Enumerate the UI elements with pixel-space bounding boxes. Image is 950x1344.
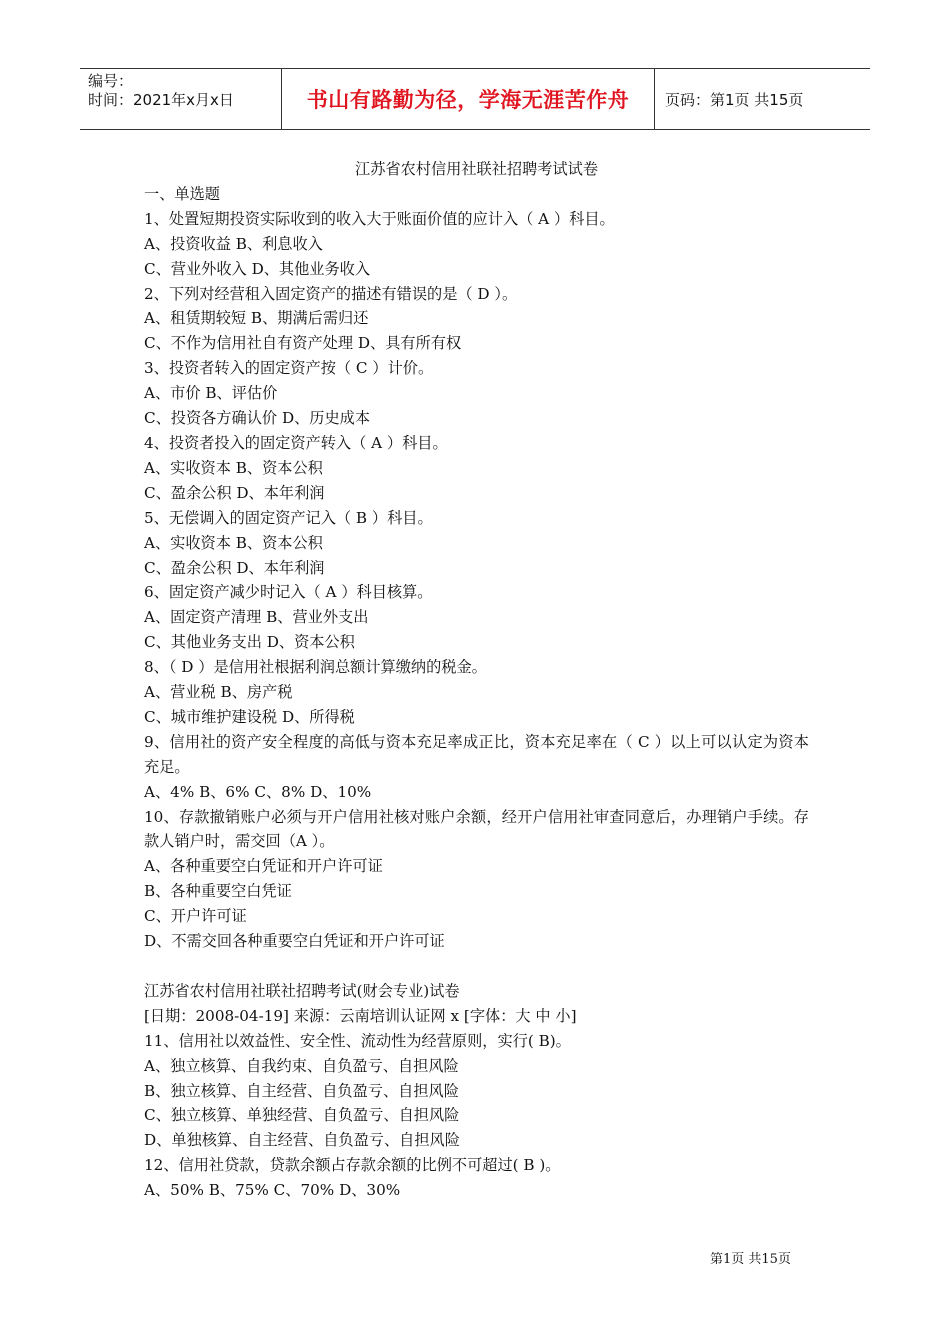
- document-line: A、50% B、75% C、70% D、30%: [144, 1181, 401, 1200]
- document-line: C、其他业务支出 D、资本公积: [144, 633, 355, 652]
- document-line: 6、固定资产减少时记入（ A ）科目核算。: [144, 583, 433, 602]
- document-line: C、营业外收入 D、其他业务收入: [144, 259, 371, 278]
- document-line: A、租赁期较短 B、期满后需归还: [144, 309, 369, 328]
- document-line: A、市价 B、评估价: [144, 384, 278, 403]
- document-line: A、实收资本 B、资本公积: [144, 533, 323, 552]
- document-line: C、开户许可证: [144, 907, 247, 926]
- page-footer: 第1页 共15页: [710, 1252, 791, 1267]
- header-page-number: 页码：第1页 共15页: [665, 90, 804, 109]
- document-line: A、固定资产清理 B、营业外支出: [144, 608, 369, 627]
- blank-line: [144, 954, 809, 979]
- document-line: 江苏省农村信用社联社招聘考试(财会专业)试卷: [144, 981, 460, 1000]
- document-line: A、投资收益 B、利息收入: [144, 234, 323, 253]
- document-line: A、独立核算、自我约束、自负盈亏、自担风险: [144, 1056, 459, 1075]
- document-line: 12、信用社贷款，贷款余额占存款余额的比例不可超过( B )。: [144, 1156, 561, 1175]
- document-number-label: 编号：: [88, 72, 134, 90]
- document-line: 9、信用社的资产安全程度的高低与资本充足率成正比，资本充足率在（ C ）以上可以认定为资本充足。: [144, 732, 809, 776]
- page-header: [80, 68, 870, 130]
- document-line: D、单独核算、自主经营、自负盈亏、自担风险: [144, 1131, 460, 1150]
- document-line: B、各种重要空白凭证: [144, 882, 292, 901]
- document-line: 1、处置短期投资实际收到的收入大于账面价值的应计入（ A ）科目。: [144, 209, 615, 228]
- document-line: 4、投资者投入的固定资产转入（ A ）科目。: [144, 433, 448, 452]
- document-line: C、独立核算、单独经营、自负盈亏、自担风险: [144, 1106, 460, 1125]
- document-line: A、4% B、6% C、8% D、10%: [144, 782, 372, 801]
- document-line: 2、下列对经营租入固定资产的描述有错误的是（ D ）。: [144, 284, 518, 303]
- document-body: [144, 157, 809, 1203]
- document-line: C、投资各方确认价 D、历史成本: [144, 409, 371, 428]
- document-line: D、不需交回各种重要空白凭证和开户许可证: [144, 932, 445, 951]
- document-line: C、盈余公积 D、本年利润: [144, 558, 325, 577]
- document-line: A、营业税 B、房产税: [144, 683, 293, 702]
- header-meta: [80, 69, 282, 129]
- document-line: [日期：2008-04-19] 来源：云南培训认证网 x [字体：大 中 小]: [144, 1006, 577, 1025]
- document-line: C、城市维护建设税 D、所得税: [144, 707, 355, 726]
- document-line: C、盈余公积 D、本年利润: [144, 483, 325, 502]
- document-title: 江苏省农村信用社联社招聘考试试卷: [355, 160, 598, 178]
- document-lines: [144, 182, 809, 1203]
- document-line: B、独立核算、自主经营、自负盈亏、自担风险: [144, 1081, 459, 1100]
- document-line: C、不作为信用社自有资产处理 D、具有所有权: [144, 334, 462, 353]
- document-line: 3、投资者转入的固定资产按（ C ）计价。: [144, 359, 434, 378]
- document-line: 11、信用社以效益性、安全性、流动性为经营原则，实行( B)。: [144, 1031, 571, 1050]
- header-page-cell: [655, 69, 870, 129]
- document-line: 一、单选题: [144, 184, 220, 203]
- header-motto: 书山有路勤为径，学海无涯苦作舟: [306, 88, 630, 112]
- document-line: 5、无偿调入的固定资产记入（ B ）科目。: [144, 508, 433, 527]
- document-line: 8、（ D ）是信用社根据利润总额计算缴纳的税金。: [144, 658, 487, 677]
- document-line: A、实收资本 B、资本公积: [144, 458, 323, 477]
- document-line: 10、存款撤销账户必须与开户信用社核对账户余额，经开户信用社审查同意后，办理销户手续。存款人销户时，需交回（A ）。: [144, 807, 809, 851]
- header-motto-cell: [282, 69, 655, 129]
- document-time-label: 时间：2021年x月x日: [88, 91, 234, 109]
- document-line: A、各种重要空白凭证和开户许可证: [144, 857, 383, 876]
